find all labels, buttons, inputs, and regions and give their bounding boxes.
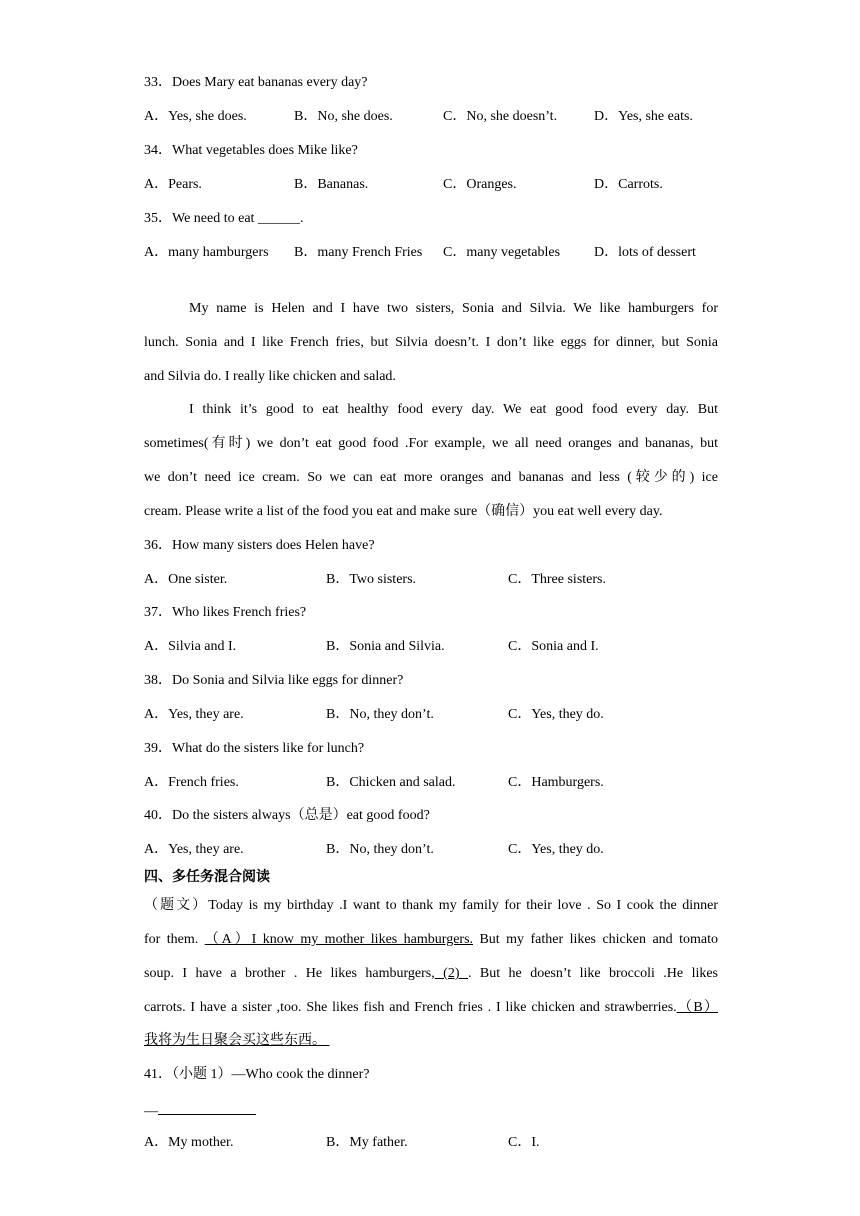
question-38-stem: 38．Do Sonia and Silvia like eggs for dinner?: [144, 673, 404, 688]
q33-option-d: D．Yes, she eats.: [594, 109, 693, 124]
q35-option-a: A．many hamburgers: [144, 245, 269, 260]
passage-p2-line2: sometimes(有时) we don’t eat good food .For example, we all need oranges and bananas, but: [144, 436, 718, 451]
q41-option-b: B．My father.: [326, 1135, 408, 1150]
q39-option-c: C．Hamburgers.: [508, 775, 604, 790]
q38-option-c: C．Yes, they do.: [508, 707, 604, 722]
q34-option-d: D．Carrots.: [594, 177, 663, 192]
passage-p2-line3: we don’t need ice cream. So we can eat more oranges and bananas and less (较少的) ice: [144, 470, 718, 485]
s4-l3-after: . But he doesn’t like broccoli .He likes: [467, 966, 719, 981]
q40-option-b: B．No, they don’t.: [326, 842, 434, 857]
q36-option-b: B．Two sisters.: [326, 572, 417, 587]
q33-option-a: A．Yes, she does.: [144, 109, 247, 124]
q34-option-c: C．Oranges.: [443, 177, 517, 192]
q40-option-a: A．Yes, they are.: [144, 842, 244, 857]
s4-sentence-a: （A）I know my mother likes hamburgers.: [204, 932, 474, 947]
question-34-stem: 34．What vegetables does Mike like?: [144, 143, 358, 158]
q35-option-d: D．lots of dessert: [594, 245, 696, 260]
question-37-stem: 37．Who likes French fries?: [144, 605, 307, 620]
q37-option-b: B．Sonia and Silvia.: [326, 639, 445, 654]
s4-l3-before: soup. I have a brother . He likes hamburgers,: [144, 966, 435, 981]
s4-blank-2: (2): [434, 966, 468, 981]
passage-p2-line1: I think it’s good to eat healthy food every day. We eat good food every day. But: [189, 402, 718, 417]
q41-answer-line: [144, 1100, 256, 1121]
q34-option-b: B．Bananas.: [294, 177, 369, 192]
section-4-line1: （题文）Today is my birthday .I want to thank my family for their love . So I cook the dinner: [144, 898, 718, 913]
q33-option-b: B．No, she does.: [294, 109, 393, 124]
q35-stem-end: .: [299, 211, 304, 226]
q39-option-b: B．Chicken and salad.: [326, 775, 456, 790]
q38-option-a: A．Yes, they are.: [144, 707, 244, 722]
question-35-stem: [144, 210, 303, 228]
q41-option-a: A．My mother.: [144, 1135, 234, 1150]
s4-l2-after: But my father likes chicken and tomato: [473, 932, 718, 947]
section-4-line5: [144, 1032, 330, 1050]
question-39-stem: 39．What do the sisters like for lunch?: [144, 741, 365, 756]
q35-answer-blank: ______: [257, 211, 300, 226]
q38-option-b: B．No, they don’t.: [326, 707, 434, 722]
q41-answer-blank: [158, 1100, 256, 1115]
q35-option-c: C．many vegetables: [443, 245, 561, 260]
passage-p1-line2: lunch. Sonia and I like French fries, but Silvia doesn’t. I don’t like eggs for dinner, but Sonia: [144, 335, 718, 350]
q36-option-c: C．Three sisters.: [508, 572, 606, 587]
section-4-line4: [144, 999, 718, 1017]
q34-option-a: A．Pears.: [144, 177, 202, 192]
section-4-line2: [144, 931, 718, 949]
q41-option-c: C．I.: [508, 1135, 540, 1150]
q33-option-c: C．No, she doesn’t.: [443, 109, 558, 124]
question-33-stem: 33．Does Mary eat bananas every day?: [144, 75, 368, 90]
s4-sentence-b: 我将为生日聚会买这些东西。: [144, 1033, 326, 1048]
q40-option-c: C．Yes, they do.: [508, 842, 604, 857]
question-40-stem: 40．Do the sisters always（总是）eat good food?: [144, 808, 430, 823]
question-41-stem: 41．（小题 1）—Who cook the dinner?: [144, 1067, 370, 1082]
passage-p2-line4: cream. Please write a list of the food you eat and make sure（确信）you eat well every day.: [144, 504, 663, 519]
section-4-heading: 四、多任务混合阅读: [144, 870, 270, 885]
s4-l4-before: carrots. I have a sister ,too. She likes fish and French fries . I like chicken and strawberries.: [144, 1000, 677, 1015]
s4-marker-b: （B）: [676, 1000, 718, 1015]
passage-p1-line3: and Silvia do. I really like chicken and salad.: [144, 369, 396, 384]
q39-option-a: A．French fries.: [144, 775, 239, 790]
q36-option-a: A．One sister.: [144, 572, 228, 587]
question-36-stem: 36．How many sisters does Helen have?: [144, 538, 375, 553]
q37-option-a: A．Silvia and I.: [144, 639, 237, 654]
q35-option-b: B．many French Fries: [294, 245, 423, 260]
passage-p1-line1: My name is Helen and I have two sisters, Sonia and Silvia. We like hamburgers for: [189, 301, 718, 316]
q35-stem-text: 35．We need to eat: [144, 211, 258, 226]
q41-answer-prefix: —: [144, 1104, 158, 1119]
s4-l2-before: for them.: [144, 932, 205, 947]
q37-option-c: C．Sonia and I.: [508, 639, 599, 654]
section-4-line3: [144, 965, 718, 983]
